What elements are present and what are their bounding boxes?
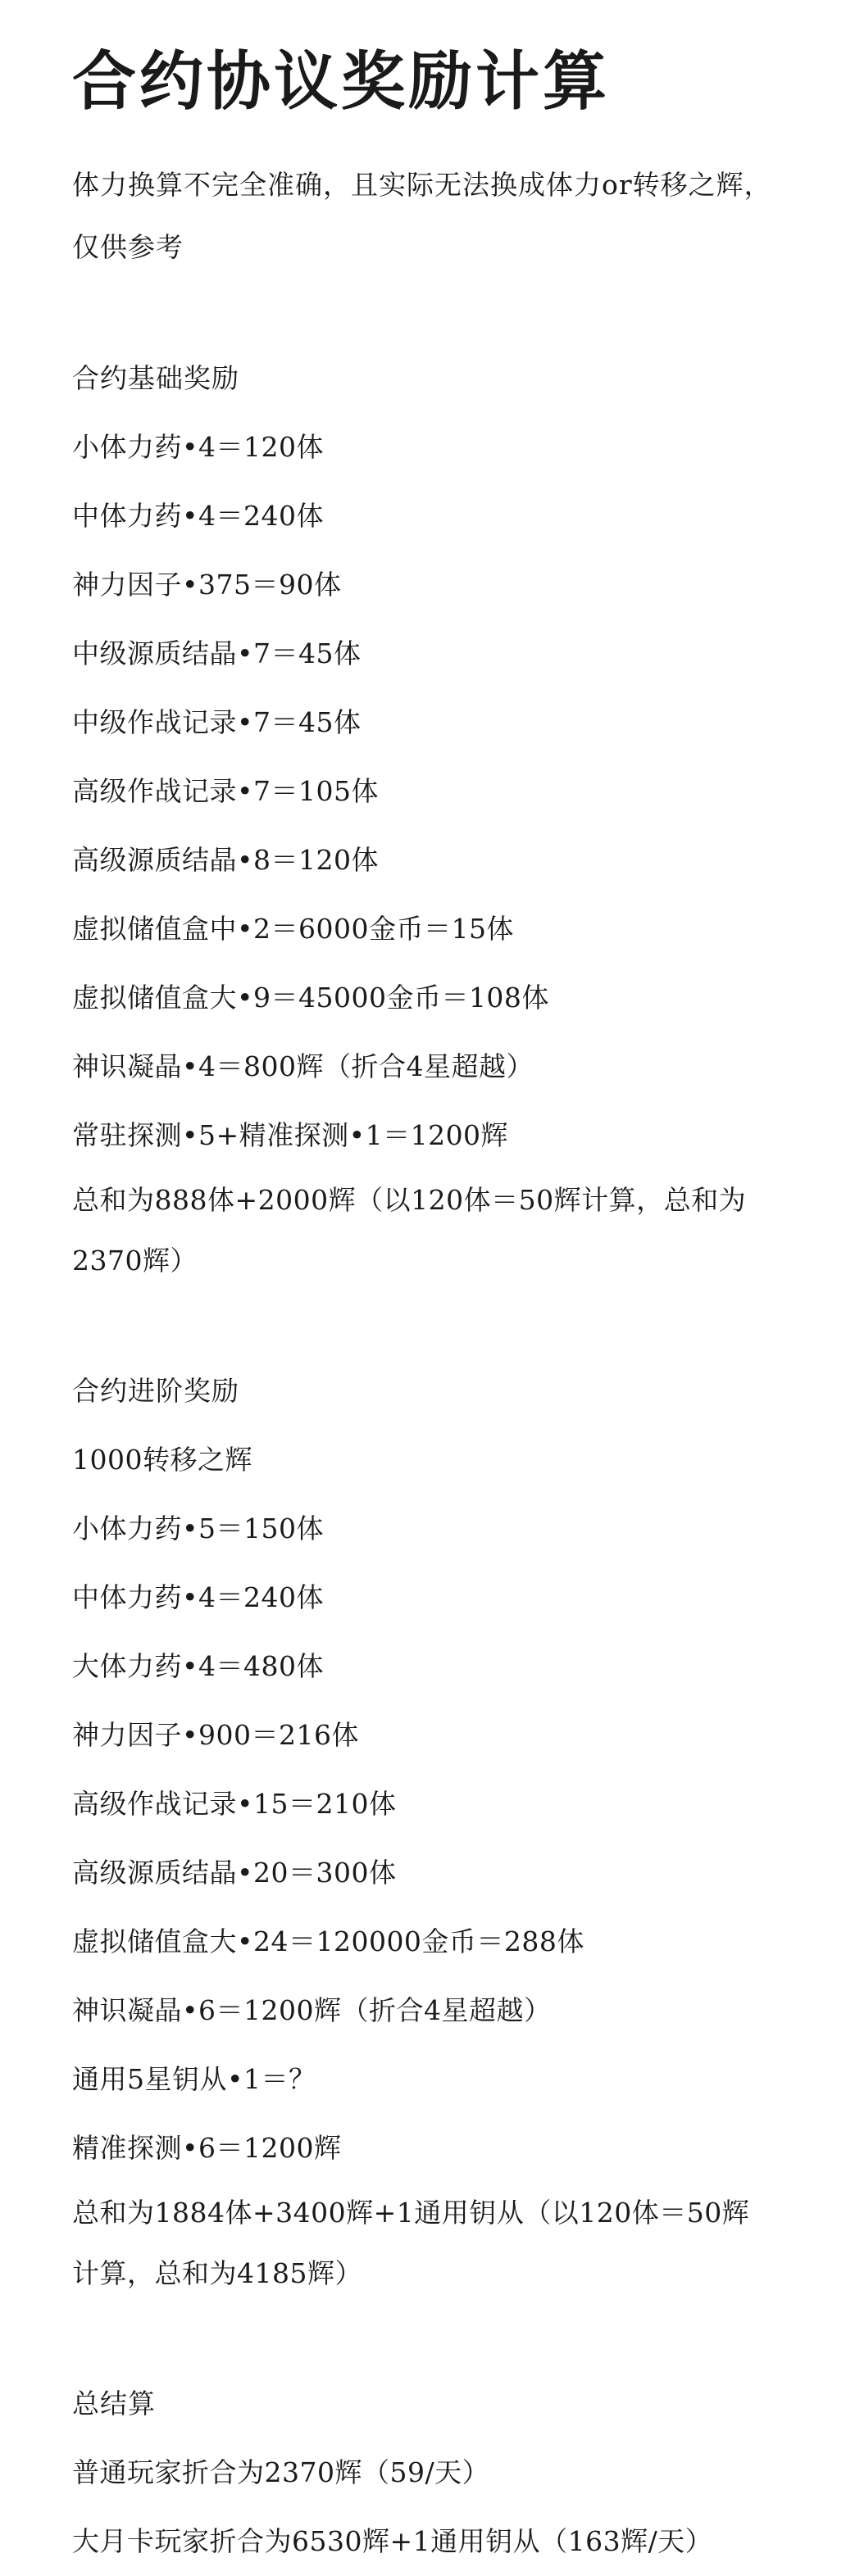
summary-section [72, 2370, 774, 2576]
basic-reward-item: 小体力药•4＝120体 [72, 431, 324, 463]
advanced-reward-item: 精准探测•6＝1200辉 [72, 2132, 342, 2164]
basic-rewards-heading: 合约基础奖励 [72, 362, 239, 394]
basic-reward-item: 中级作战记录•7＝45体 [72, 706, 362, 738]
advanced-reward-item: 神力因子•900＝216体 [72, 1719, 359, 1751]
advanced-reward-item: 高级作战记录•15＝210体 [72, 1788, 397, 1820]
advanced-reward-item: 大体力药•4＝480体 [72, 1650, 324, 1682]
basic-reward-item: 虚拟储值盒大•9＝45000金币＝108体 [72, 982, 549, 1014]
basic-reward-item: 中体力药•4＝240体 [72, 500, 324, 532]
basic-reward-item: 常驻探测•5+精准探测•1＝1200辉 [72, 1119, 509, 1151]
summary-heading: 总结算 [72, 2388, 156, 2420]
advanced-reward-item: 中体力药•4＝240体 [72, 1581, 324, 1613]
advanced-rewards-total: 总和为1884体+3400辉+1通用钥从（以120体＝50辉计算，总和为4185辉） [72, 2197, 750, 2289]
advanced-rewards-section [72, 1357, 774, 2304]
intro-note: 体力换算不完全准确，且实际无法换成体力or转移之辉，仅供参考 [72, 169, 772, 263]
advanced-reward-item: 虚拟储值盒大•24＝120000金币＝288体 [72, 1925, 584, 1957]
advanced-reward-item: 通用5星钥从•1＝？ [72, 2063, 316, 2095]
basic-reward-item: 神力因子•375＝90体 [72, 569, 342, 601]
summary-item: 普通玩家折合为2370辉（59/天） [72, 2456, 490, 2488]
advanced-reward-item: 高级源质结晶•20＝300体 [72, 1857, 397, 1889]
basic-rewards-section [72, 344, 774, 1291]
basic-reward-item: 神识凝晶•4＝800辉（折合4星超越） [72, 1050, 534, 1082]
advanced-rewards-heading: 合约进阶奖励 [72, 1375, 239, 1407]
basic-reward-item: 高级作战记录•7＝105体 [72, 775, 379, 807]
advanced-reward-item: 神识凝晶•6＝1200辉（折合4星超越） [72, 1994, 552, 2026]
page-title: 合约协议奖励计算 [72, 44, 611, 119]
basic-rewards-total: 总和为888体+2000辉（以120体＝50辉计算，总和为2370辉） [72, 1184, 747, 1277]
advanced-reward-item: 小体力药•5＝150体 [72, 1512, 324, 1544]
summary-item: 大月卡玩家折合为6530辉+1通用钥从（163辉/天） [72, 2525, 713, 2557]
basic-reward-item: 虚拟储值盒中•2＝6000金币＝15体 [72, 913, 514, 945]
basic-reward-item: 中级源质结晶•7＝45体 [72, 637, 362, 669]
basic-reward-item: 高级源质结晶•8＝120体 [72, 844, 379, 876]
advanced-reward-item: 1000转移之辉 [72, 1444, 252, 1476]
